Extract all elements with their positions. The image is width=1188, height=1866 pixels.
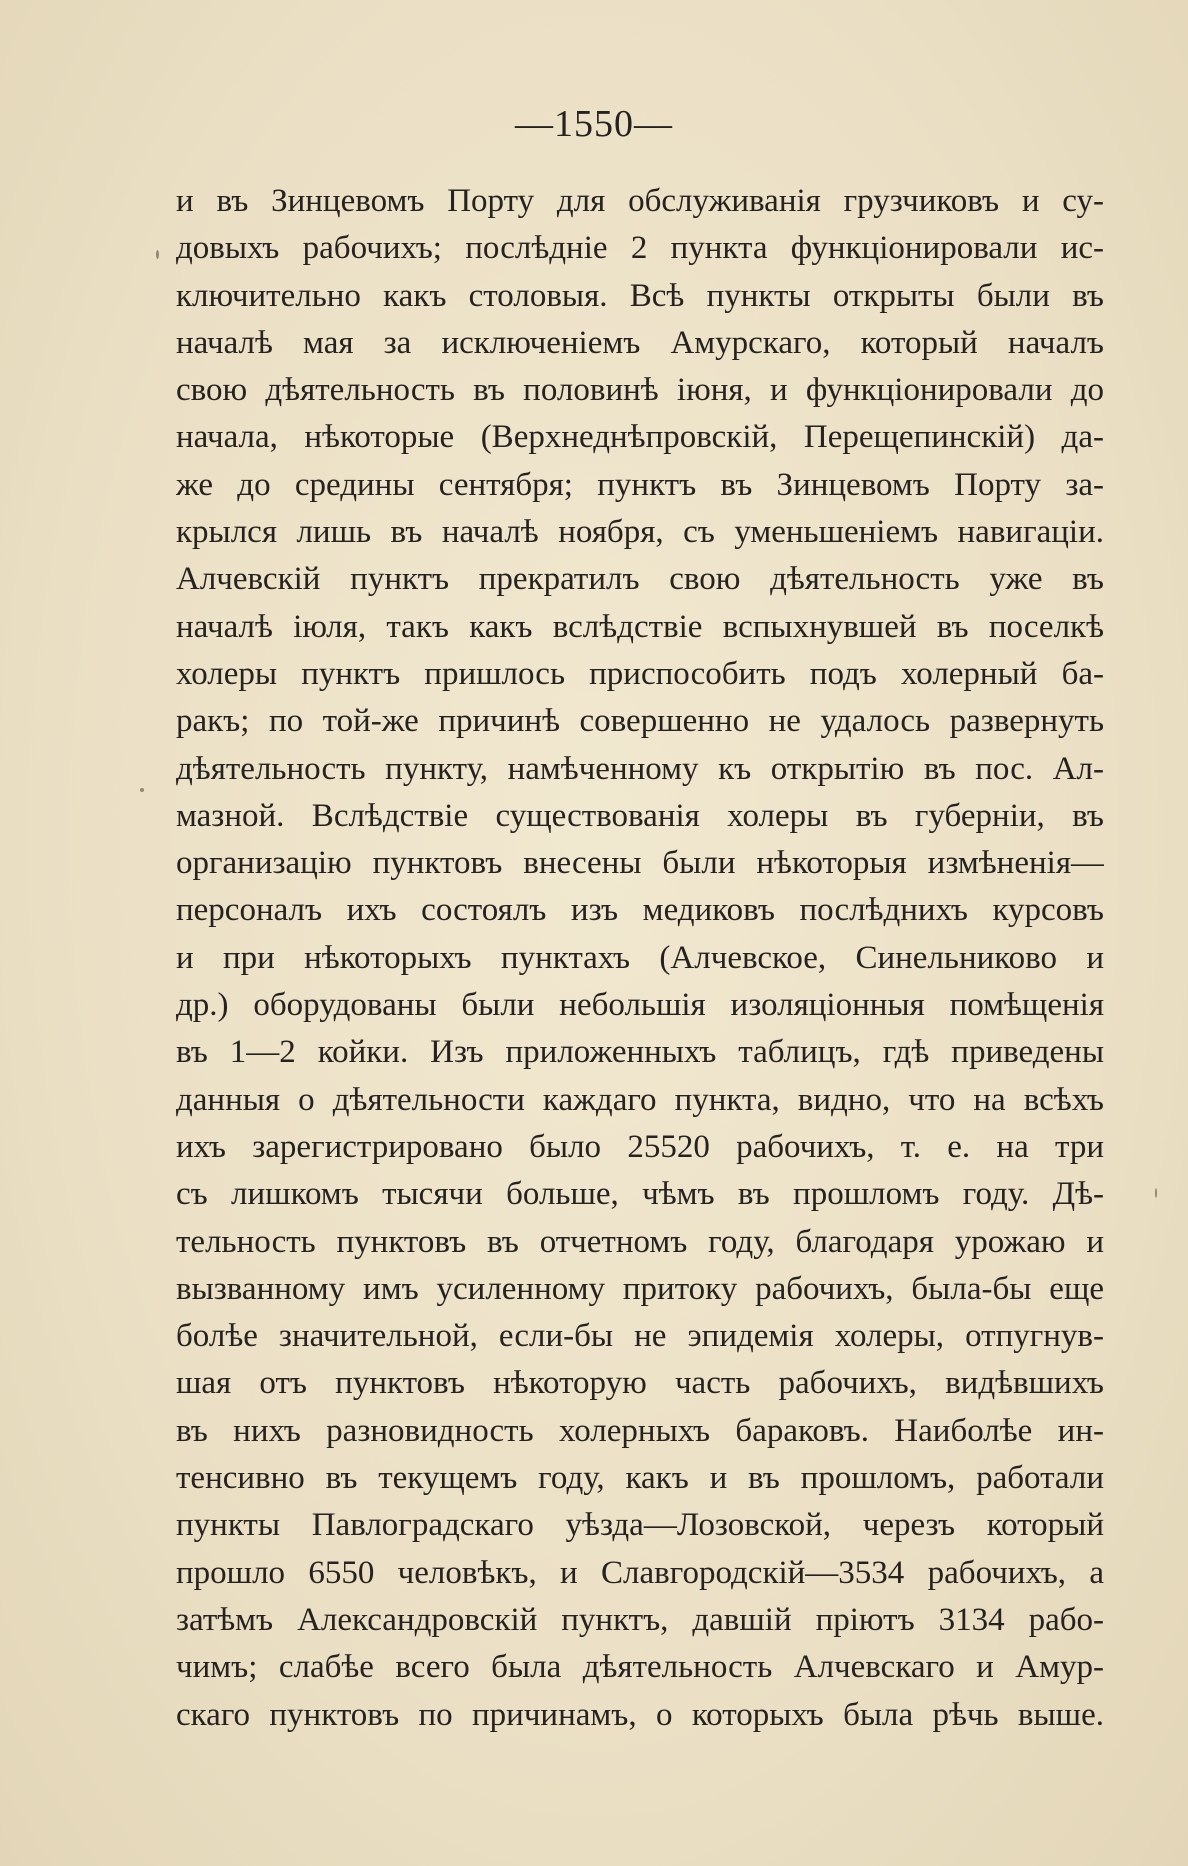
text-line: скаго пунктовъ по причинамъ, о которыхъ была рѣчь выше. [176,1696,1104,1733]
text-line: Алчевскій пунктъ прекратилъ свою дѣятельность уже въ [176,561,1104,598]
text-line: чимъ; слабѣе всего была дѣятельность Алчевскаго и Амур- [176,1649,1104,1686]
text-line: начала, нѣкоторые (Верхнеднѣпровскій, Перещепинскій) да- [176,419,1104,456]
page-number: —1550— [515,103,673,145]
text-line: персоналъ ихъ состоялъ изъ медиковъ послѣднихъ курсовъ [176,892,1104,929]
paper-speck [140,788,144,792]
text-line: началѣ іюля, такъ какъ вслѣдствіе вспыхнувшей въ поселкѣ [176,608,1104,645]
text-line: данныя о дѣятельности каждаго пункта, видно, что на всѣхъ [176,1081,1104,1118]
text-line: затѣмъ Александровскій пунктъ, давшій пріютъ 3134 рабо- [176,1601,1104,1638]
text-line: съ лишкомъ тысячи больше, чѣмъ въ прошломъ году. Дѣ- [176,1176,1104,1213]
text-line: холеры пунктъ пришлось приспособить подъ холерный ба- [176,655,1104,692]
text-line: же до средины сентября; пунктъ въ Зинцевомъ Порту за- [176,466,1104,503]
paper-speck [156,250,159,259]
text-line: крылся лишь въ началѣ ноября, съ уменьшеніемъ навигаціи. [176,514,1104,551]
text-line: въ 1—2 койки. Изъ приложенныхъ таблицъ, гдѣ приведены [176,1034,1104,1071]
text-line: довыхъ рабочихъ; послѣдніе 2 пункта функціонировали ис- [176,230,1104,267]
text-line: ключительно какъ столовыя. Всѣ пункты открыты были въ [176,277,1104,314]
text-line: тельность пунктовъ въ отчетномъ году, благодаря урожаю и [176,1223,1104,1260]
text-line: свою дѣятельность въ половинѣ іюня, и функціонировали до [176,372,1104,409]
text-line: въ нихъ разновидность холерныхъ бараковъ. Наиболѣе ин- [176,1412,1104,1449]
text-line: ихъ зарегистрировано было 25520 рабочихъ, т. е. на три [176,1128,1104,1165]
text-line: болѣе значительной, если-бы не эпидемія холеры, отпугнув- [176,1318,1104,1355]
text-line: началѣ мая за исключеніемъ Амурскаго, который началъ [176,324,1104,361]
text-line: и при нѣкоторыхъ пунктахъ (Алчевское, Синельниково и [176,939,1104,976]
text-line: организацію пунктовъ внесены были нѣкоторыя измѣненія— [176,845,1104,882]
text-line: и въ Зинцевомъ Порту для обслуживанія грузчиковъ и су- [176,183,1104,219]
text-line: шая отъ пунктовъ нѣкоторую часть рабочихъ, видѣвшихъ [176,1365,1104,1402]
text-line: др.) оборудованы были небольшія изоляціонныя помѣщенія [176,987,1104,1024]
text-line: пункты Павлоградскаго уѣзда—Лозовской, черезъ который [176,1507,1104,1544]
body-text [176,178,1104,1739]
text-line: прошло 6550 человѣкъ, и Славгородскій—3534 рабочихъ, а [176,1554,1104,1591]
paper-speck [1155,1188,1157,1198]
text-line: дѣятельность пункту, намѣченному къ открытію въ пос. Ал- [176,750,1104,787]
text-line: мазной. Вслѣдствіе существованія холеры въ губерніи, въ [176,797,1104,834]
text-line: вызванному имъ усиленному притоку рабочихъ, была-бы еще [176,1270,1104,1307]
text-line: ракъ; по той-же причинѣ совершенно не удалось развернуть [176,703,1104,740]
text-line: тенсивно въ текущемъ году, какъ и въ прошломъ, работали [176,1460,1104,1497]
